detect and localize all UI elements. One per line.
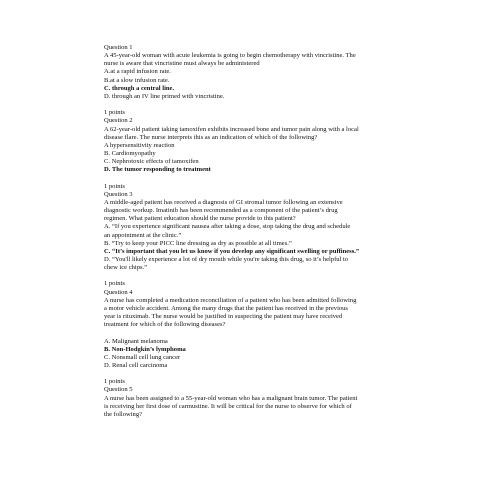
question-stem-line: A 62-year-old patient taking tamoxifen exhibits increased bone and tumor pain along with a local [104,125,359,133]
question-stem-line: A nurse has completed a medication reconciliation of a patient who has been admitted following [104,296,357,304]
spacer [104,101,404,109]
answer-option: B. Cardiomyopathy [104,150,156,158]
answer-option: A hypersensitivity reaction [104,141,175,149]
answer-option: D. “You'll likely experience a lot of dry mouth while you're taking this drug, so it’s helpful to [104,256,349,264]
question-stem-line: a motor vehicle accident. Among the many drugs that the patient has received in the previous [104,304,348,312]
answer-option: C. Nephrotoxic effects of tamoxifen [104,158,199,166]
question-block [104,174,404,272]
question-stem-line: A nurse has been assigned to a 55-year-old woman who has a malignant brain tumor. The patient [104,394,358,402]
question-stem-line: disease flare. The nurse interprets this as an indication of which of the following? [104,133,318,141]
answer-option: B.at a slow infusion rate. [104,76,170,84]
answer-option: A. “If you experience significant nausea after taking a dose, stop taking the drug and schedule [104,223,351,231]
spacer [104,370,404,378]
document-page [104,44,404,419]
question-stem-line: is receiving her first dose of carmustine. It will be critical for the nurse to observe for which of [104,402,352,410]
spacer [104,174,404,182]
answer-option: D. Renal cell carcinoma [104,362,168,370]
question-points: 1 points [104,378,125,386]
question-stem-line: the following? [104,410,142,418]
question-block [104,44,404,101]
answer-option: A.at a rapid infusion rate. [104,68,171,76]
question-block [104,101,404,174]
question-block [104,272,404,370]
answer-option: A. Malignant melanoma [104,337,168,345]
question-points: 1 points [104,280,125,288]
answer-option-selected: D. The tumor responding to treatment [104,166,211,174]
spacer [104,272,404,280]
question-label: Question 3 [104,190,133,198]
question-stem-line: year is rituximab. The nurse would be justified in suspecting the patient may have received [104,313,343,321]
question-points: 1 points [104,109,125,117]
answer-option: chew ice chips.” [104,264,148,272]
question-label: Question 1 [104,44,133,51]
question-stem-line: nurse is aware that vincristine must always be administered [104,60,260,68]
question-stem-line: treatment for which of the following diseases? [104,321,226,329]
question-label: Question 2 [104,117,133,125]
question-points: 1 points [104,182,125,190]
answer-option: an appointment at the clinic.” [104,231,182,239]
spacer [104,329,404,337]
answer-option: C. Nonsmall cell lung cancer [104,353,181,361]
answer-option-selected: C. “It’s important that you let us know if you develop any significant swelling or puffiness.” [104,247,360,255]
question-block [104,370,404,419]
answer-option: D. through an IV line primed with vincristine. [104,92,225,100]
answer-option-selected: C. through a central line. [104,84,175,92]
question-label: Question 5 [104,386,133,394]
question-label: Question 4 [104,288,133,296]
question-stem-line: A middle-aged patient has received a diagnosis of GI stromal tumor following an extensive [104,198,343,206]
question-stem-line: A 45-year-old woman with acute leukemia is going to begin chemotherapy with vincristine. The [104,52,356,60]
answer-option-selected: B. Non-Hodgkin’s lymphoma [104,345,186,353]
answer-option: B. “Try to keep your PICC line dressing as dry as possible at all times.” [104,239,292,247]
question-stem-line: diagnostic workup. Imatinib has been recommended as a component of the patient’s drug [104,207,338,215]
question-stem-line: regimen. What patient education should the nurse provide to this patient? [104,215,296,223]
